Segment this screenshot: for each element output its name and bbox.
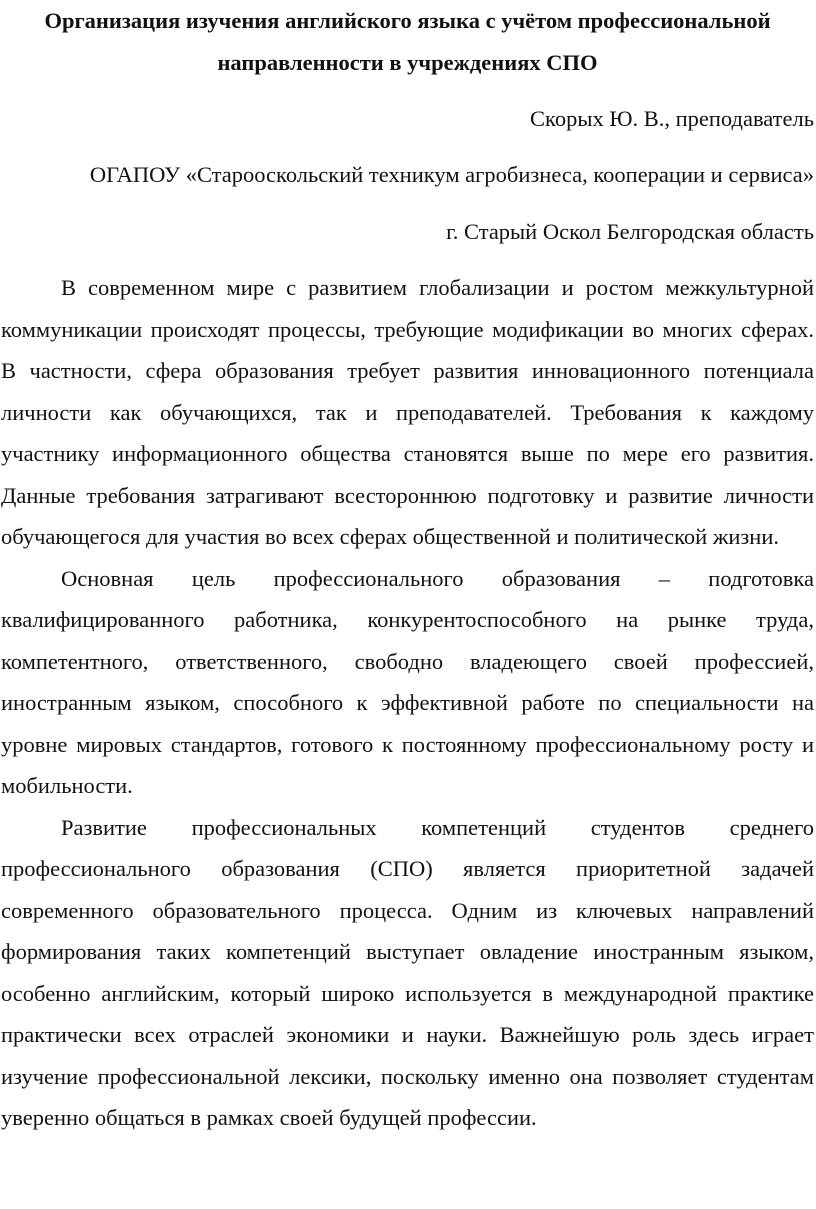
author-line: Скорых Ю. В., преподаватель (530, 106, 814, 131)
body-paragraph-3: Развитие профессиональных компетенций студентов среднего профессионального образования (СПО) является приоритетной задачей современного образовательного процесса. Одним из ключевых направлений формирования таких компетенций выступает овладение иностранным языком, особенно английским, который широко используется в международной практике практически всех отраслей экономики и науки. Важнейшую роль здесь играет изучение профессиональной лексики, поскольку именно она позволяет студентам уверенно общаться в рамках своей будущей профессии. (1, 814, 814, 1130)
organization-line: ОГАПОУ «Старооскольский техникум агробизнеса, кооперации и сервиса» (89, 162, 814, 187)
body-paragraph-1: В современном мире с развитием глобализации и ростом межкультурной коммуникации происходят процессы, требующие модификации во многих сферах. В частности, сфера образования требует развития инновационного потенциала личности как обучающихся, так и преподавателей. Требования к каждому участнику информационного общества становятся выше по мере его развития. Данные требования затрагивают всестороннюю подготовку и развитие личности обучающегося для участия во всех сферах общественной и политической жизни. (1, 275, 814, 549)
document-title: Организация изучения английского языка с учётом профессиональной направленности в учреждениях СПО (44, 8, 771, 75)
location-line: г. Старый Оскол Белгородская область (446, 219, 814, 244)
body-paragraph-2: Основная цель профессионального образования – подготовка квалифицированного работника, конкурентоспособного на рынке труда, компетентного, ответственного, свободно владеющего своей профессией, иностранным языком, способного к эффективной работе по специальности на уровне мировых стандартов, готового к постоянному профессиональному росту и мобильности. (1, 565, 814, 798)
